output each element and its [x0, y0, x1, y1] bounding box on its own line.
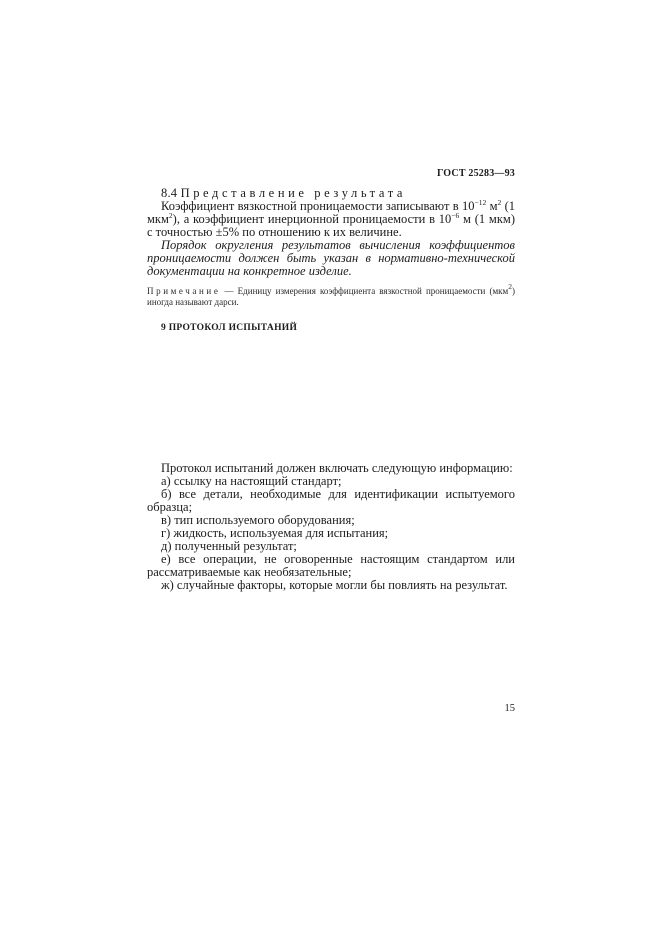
note-block: [147, 282, 515, 308]
section-8-4-paragraph-1: [147, 200, 515, 239]
p1-exponent-4: −6: [451, 211, 460, 220]
section-9-intro: Протокол испытаний должен включать следующую информацию:: [161, 461, 513, 475]
note-exponent: 2: [508, 282, 512, 291]
list-item: а) ссылку на настоящий стандарт;: [161, 474, 342, 488]
section-8-4: [147, 187, 515, 278]
page-number: 15: [504, 703, 515, 714]
list-item: д) полученный результат;: [161, 539, 297, 553]
list-item: в) тип используемого оборудования;: [161, 513, 355, 527]
section-9-list: [147, 462, 515, 592]
p1-text-d: ), а коэффициент инерционной проницаемости в 10: [172, 212, 452, 226]
p1-text-e: м (1 мкм) с точностью ±5% по отношению к их величине.: [147, 212, 515, 239]
note-text-b: ) иногда называют дарси.: [147, 286, 515, 307]
p1-exponent-3: 2: [168, 211, 173, 220]
list-item: г) жидкость, используемая для испытания;: [161, 526, 389, 540]
p1-text-a: Коэффициент вязкостной проницаемости записывают в 10: [161, 199, 475, 213]
p1-exponent-1: −12: [474, 198, 487, 207]
list-item: ж) случайные факторы, которые могли бы повлиять на результат.: [161, 578, 508, 592]
section-9-title: 9 ПРОТОКОЛ ИСПЫТАНИЙ: [161, 323, 298, 333]
note-text-a: — Единицу измерения коэффициента вязкостной проницаемости (мкм: [220, 286, 509, 296]
note-label: Примечание: [147, 286, 221, 296]
section-8-4-number: 8.4: [161, 186, 178, 200]
p1-exponent-2: 2: [497, 198, 502, 207]
p1-text-b: м: [486, 199, 498, 213]
list-item: е) все операции, не оговоренные настоящим стандартом или рассматриваемые как необязательные;: [147, 552, 515, 579]
section-8-4-paragraph-2: Порядок округления результатов вычисления коэффициентов проницаемости должен быть указан в нормативно-технической документации на конкретное изделие.: [147, 238, 515, 278]
standard-code-header: ГОСТ 25283—93: [436, 168, 515, 179]
list-item: б) все детали, необходимые для идентификации испытуемого образца;: [147, 487, 515, 514]
section-8-4-title: Представление результата: [180, 186, 407, 200]
p1-text-c: (1 мкм: [147, 199, 515, 226]
